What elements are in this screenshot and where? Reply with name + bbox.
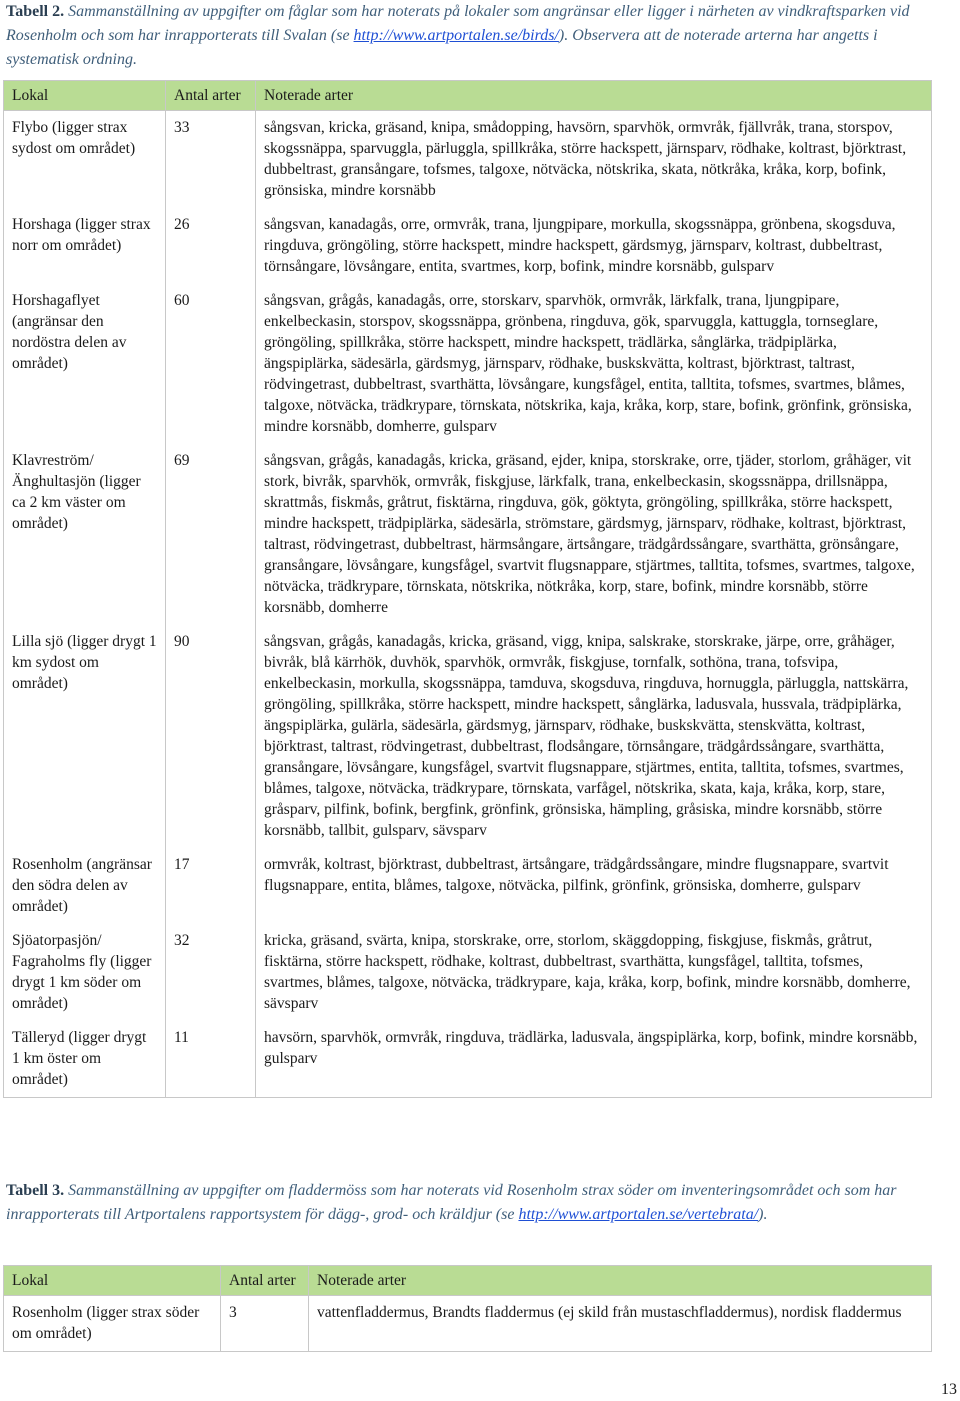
cell-arter: sångsvan, grågås, kanadagås, orre, storskarv, sparvhök, ormvråk, lärkfalk, trana, ljungpipare, enkelbeckasin, storspov, skogssnäppa, grönbena, ringduva, gök, sparvuggla, kattuggla, tornseglare, gröngöling, spillkråka, större hackspett, mindre hackspett, trädlärka, sånglärka, trädpiplärka, ängspiplärka, sädesärla, gärdsmyg, järnsparv, rödhake, buskskvätta, koltrast, björktrast, taltrast, rödvingetrast, dubbeltrast, svarthätta, lövsångare, kungsfågel, entita, talltita, tofsmes, svartmes, blåmes, talgoxe, nötväcka, trädkrypare, törnskata, nötskrika, kaja, kråka, korp, stare, bofink, grönfink, grönsiska, mindre korsnäbb, domherre, gulsparv — [256, 284, 932, 444]
cell-arter: ormvråk, koltrast, björktrast, dubbeltrast, ärtsångare, trädgårdssångare, mindre flugsnappare, svartvit flugsnappare, entita, blåmes, talgoxe, nötväcka, pilfink, grönfink, grönsiska, domherre, gulsparv — [256, 848, 932, 924]
cell-arter: sångsvan, grågås, kanadagås, kricka, gräsand, vigg, knipa, salskrake, storskrake, järpe, orre, gråhäger, bivråk, blå kärrhök, duvhök, sparvhök, ormvråk, fiskgjuse, tornfalk, sothöna, trana, tofsvipa, enkelbeckasin, morkulla, skogssnäppa, tamduva, skogsduva, ringduva, hornuggla, pärluggla, nattskärra, gröngöling, spillkråka, större hackspett, mindre hackspett, sånglärka, ladusvala, hussvala, trädpiplärka, ängspiplärka, gulärla, sädesärla, gärdsmyg, järnsparv, rödhake, buskskvätta, stenskvätta, koltrast, björktrast, taltrast, rödvingetrast, dubbeltrast, flodsångare, törnsångare, trädgårdssångare, svarthätta, gransångare, lövsångare, kungsfågel, svartvit flugsnappare, stjärtmes, entita, talltita, tofsmes, svartmes, blåmes, talgoxe, nötväcka, trädkrypare, törnskata, varfågel, nötskrika, skata, kaja, kråka, korp, stare, gråsparv, pilfink, bofink, bergfink, grönfink, grönsiska, hämpling, gråsiska, mindre korsnäbb, större korsnäbb, tallbit, gulsparv, sävsparv — [256, 625, 932, 848]
cell-lokal: Horshaga (ligger strax norr om området) — [4, 208, 166, 284]
table-header-row — [4, 1266, 932, 1296]
cell-lokal: Tälleryd (ligger drygt 1 km öster om området) — [4, 1021, 166, 1098]
cell-antal: 90 — [166, 625, 256, 848]
table-3-caption — [6, 1179, 946, 1227]
table-row — [4, 111, 932, 209]
cell-arter: vattenfladdermus, Brandts fladdermus (ej skild från mustaschfladdermus), nordisk fladdermus — [309, 1296, 932, 1352]
caption-text: Sammanställning av uppgifter om fåglar som har noterats på lokaler som angränsar eller ligger i närheten av vindkraftsparken vid Rosenholm och som har inrapporterats till Svalan (se — [6, 3, 910, 44]
table-row — [4, 1296, 932, 1352]
cell-antal: 60 — [166, 284, 256, 444]
artportalen-vertebrata-link[interactable]: http://www.artportalen.se/vertebrata/ — [518, 1206, 759, 1223]
cell-arter: sångsvan, grågås, kanadagås, kricka, gräsand, ejder, knipa, storskrake, orre, tjäder, storlom, gråhäger, vit stork, bivråk, sparvhök, ormvråk, fiskgjuse, lärkfalk, trana, enkelbeckasin, skogssnäppa, drillsnäppa, skrattmås, fiskmås, gråtrut, fisktärna, ringduva, gök, göktyta, gröngöling, spillkråka, större hackspett, mindre hackspett, trädpiplärka, sädesärla, strömstare, gärdsmyg, järnsparv, rödhake, koltrast, björktrast, taltrast, rödvingetrast, dubbeltrast, härmsångare, ärtsångare, trädgårdssångare, svarthätta, grönsångare, gransångare, lövsångare, kungsfågel, svartvit flugsnappare, stjärtmes, talltita, tofsmes, svartmes, talgoxe, nötväcka, trädkrypare, törnskata, nötskrika, nötkråka, korp, stare, bofink, mindre korsnäbb, större korsnäbb, domherre — [256, 444, 932, 625]
header-lokal: Lokal — [4, 1266, 221, 1296]
cell-antal: 26 — [166, 208, 256, 284]
header-noterade-arter: Noterade arter — [309, 1266, 932, 1296]
cell-arter: sångsvan, kanadagås, orre, ormvråk, trana, ljungpipare, morkulla, skogssnäppa, grönbena, skogsduva, ringduva, gröngöling, större hackspett, mindre hackspett, gärdsmyg, järnsparv, koltrast, dubbeltrast, törnsångare, lövsångare, entita, svartmes, korp, bofink, mindre korsnäbb, gulsparv — [256, 208, 932, 284]
cell-arter: sångsvan, kricka, gräsand, knipa, smådopping, havsörn, sparvhök, ormvråk, fjällvråk, trana, storspov, skogssnäppa, sparvuggla, pärluggla, spillkråka, större hackspett, järnsparv, rödhake, koltrast, björktrast, dubbeltrast, gransångare, tofsmes, talgoxe, nötväcka, nötskrika, skata, nötkråka, kråka, korp, bofink, grönsiska, mindre korsnäbb — [256, 111, 932, 209]
caption-text: Sammanställning av uppgifter om fladdermöss som har noterats vid Rosenholm strax söder om inventeringsområdet och som har inrapporterats till Artportalens rapportsystem för dägg-, grod- och kräldjur (se — [6, 1182, 897, 1223]
cell-lokal: Klavreström/ Änghultasjön (ligger ca 2 km väster om området) — [4, 444, 166, 625]
cell-antal: 32 — [166, 924, 256, 1021]
table-row — [4, 848, 932, 924]
table-2-caption — [6, 0, 946, 72]
page-number: 13 — [941, 1381, 957, 1398]
table-header-row — [4, 81, 932, 111]
cell-arter: kricka, gräsand, svärta, knipa, storskrake, orre, storlom, skäggdopping, fiskgjuse, fiskmås, gråtrut, fisktärna, större hackspett, rödhake, koltrast, dubbeltrast, svarthätta, kungsfågel, talltita, tofsmes, svartmes, blåmes, talgoxe, nötväcka, trädkrypare, kaja, kråka, korp, bofink, mindre korsnäbb, domherre, sävsparv — [256, 924, 932, 1021]
header-antal-arter: Antal arter — [221, 1266, 309, 1296]
cell-lokal: Flybo (ligger strax sydost om området) — [4, 111, 166, 209]
cell-lokal: Sjöatorpasjön/ Fagraholms fly (ligger drygt 1 km söder om området) — [4, 924, 166, 1021]
caption-tail: ). Observera att de noterade arterna har angetts i systematisk ordning. — [6, 27, 878, 68]
caption-tail: ). — [758, 1206, 768, 1223]
table-row — [4, 284, 932, 444]
artportalen-birds-link[interactable]: http://www.artportalen.se/birds/ — [353, 27, 559, 44]
table-row — [4, 1021, 932, 1098]
table-row — [4, 208, 932, 284]
table-2 — [3, 80, 932, 1098]
cell-lokal: Horshagaflyet (angränsar den nordöstra delen av området) — [4, 284, 166, 444]
cell-arter: havsörn, sparvhök, ormvråk, ringduva, trädlärka, ladusvala, ängspiplärka, korp, bofink, mindre korsnäbb, gulsparv — [256, 1021, 932, 1098]
cell-lokal: Rosenholm (angränsar den södra delen av området) — [4, 848, 166, 924]
cell-antal: 11 — [166, 1021, 256, 1098]
header-lokal: Lokal — [4, 81, 166, 111]
table-row — [4, 625, 932, 848]
cell-antal: 69 — [166, 444, 256, 625]
table-3 — [3, 1265, 932, 1352]
header-antal-arter: Antal arter — [166, 81, 256, 111]
cell-lokal: Lilla sjö (ligger drygt 1 km sydost om området) — [4, 625, 166, 848]
caption-label: Tabell 3. — [6, 1182, 65, 1199]
cell-antal: 33 — [166, 111, 256, 209]
cell-antal: 17 — [166, 848, 256, 924]
cell-antal: 3 — [221, 1296, 309, 1352]
header-noterade-arter: Noterade arter — [256, 81, 932, 111]
caption-label: Tabell 2. — [6, 3, 65, 20]
table-row — [4, 924, 932, 1021]
table-row — [4, 444, 932, 625]
cell-lokal: Rosenholm (ligger strax söder om området) — [4, 1296, 221, 1352]
